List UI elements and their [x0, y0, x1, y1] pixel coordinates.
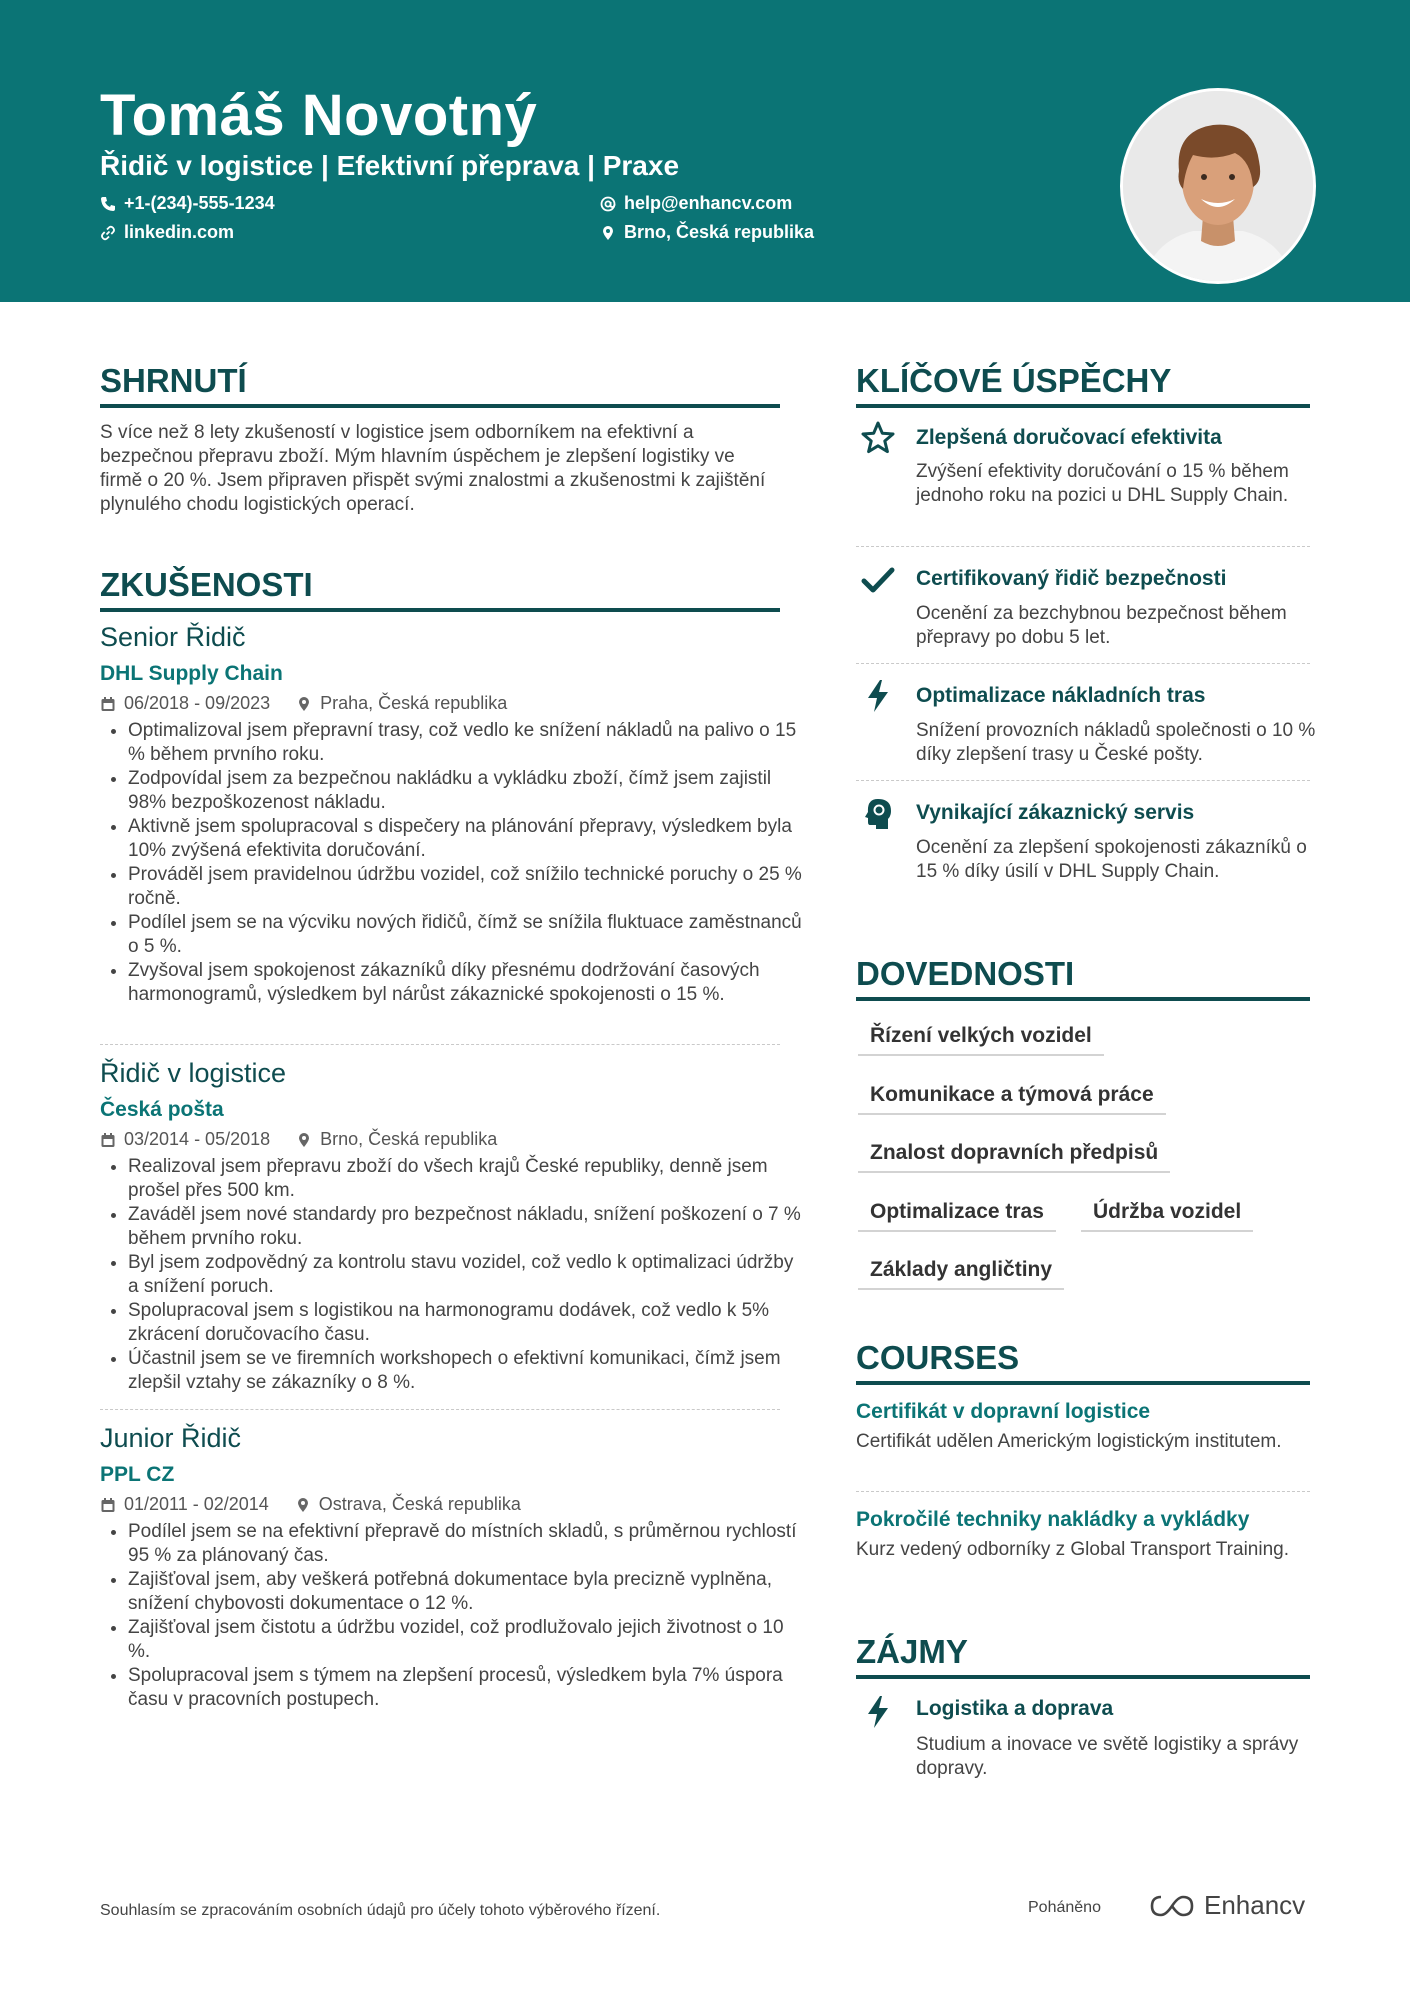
bullet-item: • Aktivně jsem spolupracoval s dispečery na plánování přepravy, výsledkem byla 10% zvýšená efektivita doručování. — [128, 815, 808, 863]
interest-title: Logistika a doprava — [916, 1697, 1114, 1720]
job-bullets — [100, 1155, 808, 1395]
course-desc: Kurz vedený odborníky z Global Transport Training. — [856, 1539, 1290, 1560]
bullet-item: • Byl jsem zodpovědný za kontrolu stavu vozidel, což vedlo k optimalizaci údržby a snížení poruch. — [128, 1251, 808, 1299]
location-text: Brno, Česká republika — [624, 222, 815, 242]
skill-tag: Údržba vozidel — [1081, 1200, 1253, 1232]
location-pin-icon — [296, 1132, 312, 1148]
interests-heading: ZÁJMY — [856, 1633, 1310, 1679]
job-dates: 06/2018 - 09/2023 — [124, 693, 271, 713]
divider — [100, 1044, 780, 1045]
skill-tag: Komunikace a týmová práce — [858, 1083, 1166, 1115]
job-bullets — [100, 1520, 808, 1712]
job-bullets — [100, 719, 808, 1007]
calendar-icon — [100, 1497, 116, 1513]
star-icon — [860, 420, 896, 456]
bullet-item: • Podílel jsem se na výcviku nových řidičů, čímž se snížila fluktuace zaměstnanců o 5 %. — [128, 911, 808, 959]
skill-tag: Řízení velkých vozidel — [858, 1024, 1104, 1056]
course-title: Pokročilé techniky nakládky a vykládky — [856, 1508, 1250, 1531]
achievement-title: Vynikající zákaznický servis — [916, 801, 1195, 824]
enhancv-logo[interactable] — [1148, 1890, 1305, 1921]
divider — [856, 546, 1310, 547]
job-location: Brno, Česká republika — [320, 1129, 498, 1149]
bullet-item: • Realizoval jsem přepravu zboží do všech krajů České republiky, denně jsem prošel přes 500 km. — [128, 1155, 808, 1203]
job-location: Praha, Česká republika — [320, 693, 508, 713]
divider — [856, 780, 1310, 781]
calendar-icon — [100, 1132, 116, 1148]
candidate-headline: Řidič v logistice | Efektivní přeprava | Praxe — [100, 150, 680, 181]
job-title: Senior Řidič — [100, 622, 246, 652]
at-icon — [600, 196, 616, 212]
skills-heading: DOVEDNOSTI — [856, 955, 1310, 1001]
linkedin-text: linkedin.com — [124, 222, 235, 242]
bullet-item: • Optimalizoval jsem přepravní trasy, což vedlo ke snížení nákladů na palivo o 15 % během prvního roku. — [128, 719, 808, 767]
job-dates: 01/2011 - 02/2014 — [124, 1494, 269, 1514]
candidate-name: Tomáš Novotný — [100, 83, 538, 148]
bullet-item: • Účastnil jsem se ve firemních workshopech o efektivní komunikaci, čímž jsem zlepšil vztahy se zákazníky o 8 %. — [128, 1347, 808, 1395]
phone-text: +1-(234)-555-1234 — [124, 193, 275, 213]
lightning-icon — [860, 1694, 896, 1730]
bullet-item: • Spolupracoval jsem s logistikou na harmonogramu dodávek, což vedlo k 5% zkrácení doručovacího času. — [128, 1299, 808, 1347]
brand-name: Enhancv — [1204, 1890, 1306, 1920]
bullet-item: • Zvyšoval jsem spokojenost zákazníků díky přesnému dodržování časových harmonogramů, výsledkem byl nárůst zákaznické spokojenosti o 15 %. — [128, 959, 808, 1007]
achievements-heading: KLÍČOVÉ ÚSPĚCHY — [856, 362, 1310, 408]
bullet-item: • Zajišťoval jsem čistotu a údržbu vozidel, což prodlužovalo jejich životnost o 10 %. — [128, 1616, 808, 1664]
job-meta — [100, 1129, 497, 1150]
location-pin-icon — [600, 225, 616, 241]
powered-by-label: Poháněno — [1028, 1899, 1101, 1916]
consent-text: Souhlasím se zpracováním osobních údajů pro účely tohoto výběrového řízení. — [100, 1902, 661, 1919]
head-brain-icon — [860, 796, 896, 832]
skill-tag: Znalost dopravních předpisů — [858, 1141, 1170, 1173]
phone-icon — [100, 196, 116, 212]
location-pin-icon — [296, 696, 312, 712]
location-pin-icon — [295, 1497, 311, 1513]
divider — [100, 1409, 780, 1410]
summary-text: S více než 8 lety zkušeností v logistice jsem odborníkem na efektivní a bezpečnou přepravu zboží. Mým hlavním úspěchem je zlepšení logistiky ve firmě o 20 %. Jsem připraven přispět svými znalostmi a zkušenostmi k zajištění plynulého chodu logistických operací. — [100, 422, 766, 515]
enhancv-logo-icon — [1148, 1893, 1196, 1919]
contact-linkedin[interactable] — [100, 222, 234, 243]
interest-desc: Studium a inovace ve světě logistiky a správy dopravy. — [916, 1734, 1299, 1779]
calendar-icon — [100, 696, 116, 712]
bullet-item: • Podílel jsem se na efektivní přepravě do místních skladů, s průměrnou rychlostí 95 % za plánovaný čas. — [128, 1520, 808, 1568]
company-name: Česká pošta — [100, 1098, 224, 1121]
contact-phone[interactable] — [100, 193, 275, 214]
job-location: Ostrava, Česká republika — [318, 1494, 521, 1514]
bullet-item: • Prováděl jsem pravidelnou údržbu vozidel, což snížilo technické poruchy o 25 % ročně. — [128, 863, 808, 911]
job-meta — [100, 1494, 521, 1515]
lightning-icon — [860, 678, 896, 714]
company-name: PPL CZ — [100, 1463, 175, 1486]
link-icon — [100, 225, 116, 241]
checkmark-icon — [860, 562, 896, 598]
bullet-item: • Zodpovídal jsem za bezpečnou nakládku a vykládku zboží, čímž jsem zajistil 98% bezpoškozenost nákladu. — [128, 767, 808, 815]
header-banner — [0, 0, 1410, 302]
bullet-item: • Zajišťoval jsem, aby veškerá potřebná dokumentace byla precizně vyplněna, snížení chybovosti dokumentace o 12 %. — [128, 1568, 808, 1616]
company-name: DHL Supply Chain — [100, 662, 283, 685]
achievement-desc: Ocenění za bezchybnou bezpečnost během přepravy po dobu 5 let. — [916, 603, 1287, 648]
summary-heading: SHRNUTÍ — [100, 362, 780, 408]
achievement-title: Optimalizace nákladních tras — [916, 684, 1206, 707]
job-dates: 03/2014 - 05/2018 — [124, 1129, 271, 1149]
achievement-desc: Zvýšení efektivity doručování o 15 % během jednoho roku na pozici u DHL Supply Chain. — [916, 461, 1289, 506]
email-text: help@enhancv.com — [624, 193, 793, 213]
bullet-item: • Spolupracoval jsem s týmem na zlepšení procesů, výsledkem byla 7% úspora času v pracovních postupech. — [128, 1664, 808, 1712]
course-title: Certifikát v dopravní logistice — [856, 1400, 1151, 1423]
avatar-illustration — [1123, 91, 1313, 281]
achievement-desc: Ocenění za zlepšení spokojenosti zákazníků o 15 % díky úsilí v DHL Supply Chain. — [916, 837, 1307, 882]
job-meta — [100, 693, 507, 714]
achievement-desc: Snížení provozních nákladů společnosti o 10 % díky zlepšení trasy u České pošty. — [916, 720, 1316, 765]
divider — [856, 663, 1310, 664]
contact-email[interactable] — [600, 193, 792, 214]
achievement-title: Zlepšená doručovací efektivita — [916, 426, 1222, 449]
contact-location — [600, 222, 814, 243]
achievement-title: Certifikovaný řidič bezpečnosti — [916, 567, 1227, 590]
job-title: Řidič v logistice — [100, 1058, 287, 1088]
experience-heading: ZKUŠENOSTI — [100, 566, 780, 612]
skill-tag: Optimalizace tras — [858, 1200, 1056, 1232]
divider — [856, 1491, 1310, 1492]
job-title: Junior Řidič — [100, 1423, 242, 1453]
bullet-item: • Zaváděl jsem nové standardy pro bezpečnost nákladu, snížení poškození o 7 % během prvního roku. — [128, 1203, 808, 1251]
profile-photo — [1120, 88, 1316, 284]
skill-tag: Základy angličtiny — [858, 1258, 1064, 1290]
course-desc: Certifikát udělen Americkým logistickým institutem. — [856, 1431, 1282, 1452]
courses-heading: COURSES — [856, 1339, 1310, 1385]
